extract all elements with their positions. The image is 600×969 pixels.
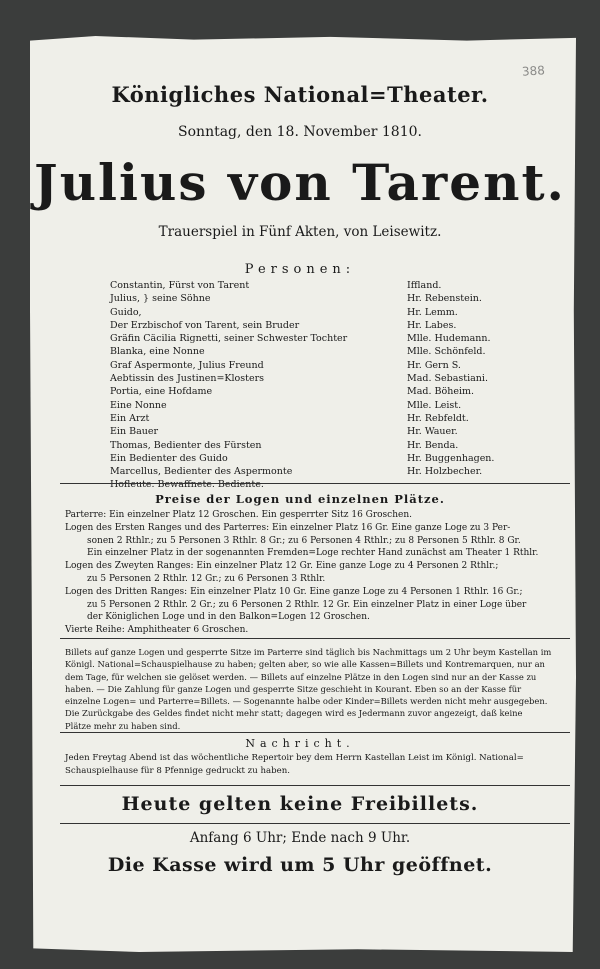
cast-row <box>110 292 550 305</box>
cast-role: Gräfin Cäcilia Rignetti, seiner Schwester Tochter <box>110 333 348 345</box>
cast-role: Der Erzbischof von Tarent, sein Bruder <box>110 319 300 331</box>
cast-actor: Hr. Labes. <box>407 319 457 331</box>
cast-row <box>110 332 550 345</box>
price-line: zu 5 Personen 2 Rthlr. 2 Gr.; zu 6 Personen 2 Rthlr. 12 Gr. Ein einzelner Platz in einer Loge über <box>87 599 527 610</box>
notice-line: Plätze mehr zu haben sind. <box>65 720 181 731</box>
cast-actor: Mlle. Hudemann. <box>407 333 491 345</box>
price-line: zu 5 Personen 2 Rthlr. 12 Gr.; zu 6 Personen 3 Rthlr. <box>87 573 326 584</box>
cast-row <box>110 306 550 319</box>
cast-role: Thomas, Bedienter des Fürsten <box>110 439 262 451</box>
cast-actor: Hr. Lemm. <box>407 306 458 318</box>
price-line: Parterre: Ein einzelner Platz 12 Groschen. Ein gesperrter Sitz 16 Groschen. <box>65 510 413 520</box>
price-line: Logen des Dritten Ranges: Ein einzelner Platz 10 Gr. Eine ganze Loge zu 4 Personen 1 Rthlr. 16 Gr.; <box>65 586 523 597</box>
performance-date: Sonntag, den 18. November 1810. <box>178 124 422 140</box>
cast-role: Eine Nonne <box>110 399 167 411</box>
cast-actor: Mlle. Schönfeld. <box>407 346 486 358</box>
cast-row <box>110 439 550 452</box>
prices-heading: Preise der Logen und einzelnen Plätze. <box>155 492 445 506</box>
notice-line: Die Zurückgabe des Geldes findet nicht mehr statt; dagegen wird es Jedermann zuvor angezeigt, daß keine <box>65 708 523 719</box>
price-line: Logen des Zweyten Ranges: Ein einzelner Platz 12 Gr. Eine ganze Loge zu 4 Personen 2 Rthlr.; <box>65 561 499 572</box>
cast-actor: Mlle. Leist. <box>407 399 462 411</box>
play-title: Julius von Tarent. <box>34 153 566 212</box>
cast-role: Graf Aspermonte, Julius Freund <box>110 359 264 371</box>
nachricht-heading: Nachricht. <box>245 737 355 750</box>
cast-actor: Hr. Gern S. <box>407 359 461 371</box>
cast-actor: Iffland. <box>407 280 442 291</box>
cast-heading: Personen: <box>244 262 356 277</box>
cast-role: Portia, eine Hofdame <box>110 386 213 398</box>
price-line: sonen 2 Rthlr.; zu 5 Personen 3 Rthlr. 8 Gr.; zu 6 Personen 4 Rthlr.; zu 8 Personen 5 Rthlr. 8 Gr. <box>87 535 521 546</box>
divider <box>60 785 570 786</box>
theatre-name: Königliches National=Theater. <box>111 82 489 107</box>
cast-role: Constantin, Fürst von Tarent <box>110 280 250 291</box>
cast-row <box>110 452 550 465</box>
cast-row <box>110 399 550 412</box>
ticket-notice <box>65 646 570 732</box>
cast-actor: Hr. Wauer. <box>407 426 458 438</box>
cast-list <box>110 279 550 492</box>
cast-row <box>110 279 550 292</box>
cast-actor: Hr. Benda. <box>407 439 459 451</box>
price-line: Logen des Ersten Ranges und des Parterres: Ein einzelner Platz 16 Gr. Eine ganze Loge zu 3 Per- <box>65 522 511 533</box>
cast-actor: Mad. Sebastiani. <box>407 373 488 385</box>
cast-row <box>110 319 550 332</box>
cast-role: Blanka, eine Nonne <box>110 346 205 358</box>
cast-actor: Mad. Böheim. <box>407 386 475 398</box>
cast-role: Julius, } seine Söhne <box>110 293 211 305</box>
cast-role: Ein Bauer <box>110 426 159 438</box>
cast-role: Ein Arzt <box>110 412 150 424</box>
cast-actor: Hr. Rebfeldt. <box>407 412 469 424</box>
notice-line: Billets auf ganze Logen und gesperrte Sitze im Parterre sind täglich bis Nachmittags um 2 Uhr beym Kastellan im <box>65 647 552 657</box>
cast-role: Marcellus, Bedienter des Aspermonte <box>110 466 293 478</box>
cast-role: Guido, <box>110 306 142 318</box>
notice-line: einzelne Logen= und Parterre=Billets. — Sogenannte halbe oder Kinder=Billets werden nicht mehr ausgegeben. <box>65 696 548 707</box>
cast-row <box>110 412 550 425</box>
cast-row <box>110 385 550 398</box>
notice-line: haben. — Die Zahlung für ganze Logen und gesperrte Sitze geschieht in Kourant. Eben so an der Kasse für <box>65 683 522 694</box>
box-office-opening: Die Kasse wird um 5 Uhr geöffnet. <box>107 854 493 876</box>
divider <box>60 483 570 484</box>
notice-line: dem Tage, für welchen sie gelöset werden. — Billets auf einzelne Plätze in den Logen sind nur an der Kasse zu <box>65 671 537 682</box>
nachricht-line: Jeden Freytag Abend ist das wöchentliche Repertoir bey dem Herrn Kastellan Leist im Königl. National= <box>65 753 524 763</box>
cast-actor: Hr. Buggenhagen. <box>407 452 495 464</box>
cast-row <box>110 425 550 438</box>
divider <box>60 823 570 824</box>
notice-line: Königl. National=Schauspielhause zu haben; gelten aber, so wie alle Kassen=Billets und Kontremarquen, nur an <box>65 659 545 670</box>
cast-actor: Hr. Rebenstein. <box>407 293 482 305</box>
divider <box>60 732 570 733</box>
cast-actor: Hr. Holzbecher. <box>407 466 483 478</box>
price-line: Vierte Reihe: Amphitheater 6 Groschen. <box>65 625 249 636</box>
cast-row <box>110 478 550 491</box>
cast-role: Aebtissin des Justinen=Klosters <box>110 373 265 385</box>
price-list <box>65 509 570 637</box>
freibillets-notice: Heute gelten keine Freibillets. <box>121 793 479 815</box>
archive-number: 388 <box>521 63 546 79</box>
cast-row <box>110 465 550 478</box>
nachricht-line: Schauspielhause für 8 Pfennige gedruckt zu haben. <box>65 766 290 776</box>
price-line: der Königlichen Loge und in den Balkon=Logen 12 Groschen. <box>87 612 370 623</box>
nachricht-body <box>65 752 570 778</box>
play-subtitle: Trauerspiel in Fünf Akten, von Leisewitz. <box>158 224 442 240</box>
cast-row <box>110 372 550 385</box>
cast-row <box>110 359 550 372</box>
divider <box>60 638 570 639</box>
cast-row <box>110 345 550 358</box>
performance-times: Anfang 6 Uhr; Ende nach 9 Uhr. <box>189 830 411 846</box>
cast-actor <box>407 478 550 491</box>
price-line: Ein einzelner Platz in der sogenannten Fremden=Loge rechter Hand zunächst am Theater 1 Rthlr. <box>87 548 539 559</box>
cast-role: Ein Bedienter des Guido <box>110 452 228 464</box>
cast-role: Hofleute. Bewaffnete. Bediente. <box>110 479 264 491</box>
